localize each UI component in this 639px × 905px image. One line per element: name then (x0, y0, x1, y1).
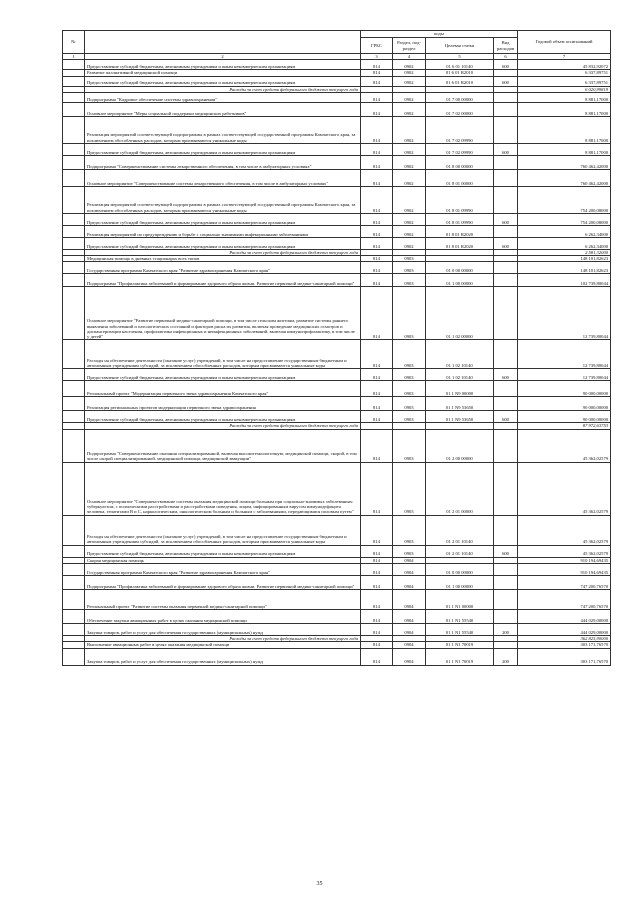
row-name-cell: Подпрограмма "Совершенствование оказания специализированной, включая высокотехнологичную, медицинской помощи, скорой, в том числе скорой специализированной, медицинской помощи, медицинской эвакуации" (85, 429, 361, 462)
row-grbs-cell: 814 (361, 116, 393, 143)
row-section-cell: 0902 (393, 143, 426, 155)
row-name-cell: Развитие паллиативной медицинской помощи (85, 70, 361, 76)
row-name-cell: Расходы за счет средств федерального бюджета текущего года (85, 249, 361, 255)
row-no-cell (63, 576, 85, 590)
row-exp-type-cell (494, 576, 518, 590)
table-row (63, 225, 611, 237)
row-exp-type-cell (494, 397, 518, 411)
row-exp-type-cell (494, 610, 518, 624)
row-grbs-cell: 814 (361, 60, 393, 70)
row-target-cell: 01 2 01 10140 (426, 515, 494, 545)
row-target-cell: 01 1 N9 53650 (426, 411, 494, 423)
row-exp-type-cell (494, 429, 518, 462)
row-no-cell (63, 381, 85, 397)
row-amount-cell: 747 200,76570 (518, 576, 611, 590)
row-target-cell: 01 1 N9 00000 (426, 381, 494, 397)
row-grbs-cell: 814 (361, 648, 393, 665)
row-grbs-cell: 814 (361, 76, 393, 86)
row-target-cell: 01 2 01 10140 (426, 545, 494, 557)
row-exp-type-cell: 200 (494, 648, 518, 665)
row-name-cell: Предоставление субсидий бюджетным, автономным учреждениям и иным некоммерческим организациям (85, 237, 361, 249)
row-exp-type-cell (494, 274, 518, 287)
row-exp-type-cell: 600 (494, 60, 518, 70)
row-no-cell (63, 213, 85, 225)
table-row (63, 397, 611, 411)
header-no: № (63, 31, 85, 54)
row-amount-cell: 45 362,02579 (518, 429, 611, 462)
table-row (63, 648, 611, 665)
row-grbs-cell: 814 (361, 381, 393, 397)
row-name-cell: Выполнение авиационных работ в целях оказания медицинской помощи (85, 642, 361, 648)
row-name-cell: Закупка товаров, работ и услуг для обеспечения государственных (муниципальных) нужд (85, 648, 361, 665)
row-exp-type-cell: 600 (494, 369, 518, 381)
row-section-cell: 0903 (393, 369, 426, 381)
row-no-cell (63, 274, 85, 287)
row-grbs-cell: 814 (361, 70, 393, 76)
row-grbs-cell: 814 (361, 411, 393, 423)
row-no-cell (63, 287, 85, 340)
row-no-cell (63, 92, 85, 102)
row-target-cell: 01 2 00 00000 (426, 429, 494, 462)
row-target-cell: 01 8 01 R2020 (426, 237, 494, 249)
row-target-cell: 01 1 N1 55540 (426, 624, 494, 636)
row-name-cell: Расходы за счет средств федерального бюджета текущего года (85, 86, 361, 92)
row-section-cell: 0902 (393, 102, 426, 116)
table-row (63, 576, 611, 590)
row-exp-type-cell (494, 340, 518, 369)
row-target-cell: 01 6 01 R2010 (426, 70, 494, 76)
table-row (63, 590, 611, 610)
table-row (63, 186, 611, 213)
header-num: 2 (85, 54, 361, 60)
row-amount-cell: 8 881,17000 (518, 92, 611, 102)
table-row (63, 287, 611, 340)
row-amount-cell: 90 000,00000 (518, 381, 611, 397)
row-name-cell: Предоставление субсидий бюджетным, автономным учреждениям и иным некоммерческим организациям (85, 76, 361, 86)
table-row (63, 169, 611, 186)
row-no-cell (63, 397, 85, 411)
row-name-cell: Основное мероприятие "Совершенствование системы лекарственного обеспечения, в том числе в амбулаторных условиях" (85, 169, 361, 186)
row-grbs-cell: 814 (361, 274, 393, 287)
row-no-cell (63, 545, 85, 557)
row-section-cell: 0903 (393, 545, 426, 557)
row-exp-type-cell (494, 462, 518, 515)
row-amount-cell: 12 739,80044 (518, 369, 611, 381)
row-target-cell: 01 1 N1 00000 (426, 590, 494, 610)
table-row (63, 462, 611, 515)
row-name-cell: Предоставление субсидий бюджетным, автономным учреждениям и иным некоммерческим организациям (85, 411, 361, 423)
row-exp-type-cell (494, 225, 518, 237)
row-target-cell: 01 7 00 00000 (426, 92, 494, 102)
row-exp-type-cell (494, 186, 518, 213)
row-grbs-cell: 814 (361, 576, 393, 590)
row-exp-type-cell: 600 (494, 411, 518, 423)
row-grbs-cell: 814 (361, 429, 393, 462)
header-num: 7 (518, 54, 611, 60)
table-row (63, 545, 611, 557)
header-name (85, 31, 361, 54)
row-target-cell: 01 8 01 09990 (426, 186, 494, 213)
row-amount-cell: 148 101,82623 (518, 256, 611, 262)
header-grbs: ГРБС (361, 38, 393, 54)
row-name-cell: Предоставление субсидий бюджетным, автономным учреждениям и иным некоммерческим организациям (85, 369, 361, 381)
row-target-cell: 01 1 N1 70019 (426, 642, 494, 648)
row-target-cell: 01 1 N1 70019 (426, 648, 494, 665)
row-target-cell: 01 0 00 00000 (426, 262, 494, 274)
header-num: 6 (494, 54, 518, 60)
row-section-cell: 0902 (393, 213, 426, 225)
row-no-cell (63, 411, 85, 423)
row-amount-cell: 303 171,76570 (518, 648, 611, 665)
row-amount-cell: 303 171,76570 (518, 642, 611, 648)
table-row (63, 340, 611, 369)
table-row (63, 60, 611, 70)
row-name-cell: Расходы за счет средств федерального бюджета текущего года (85, 636, 361, 642)
row-target-cell: 01 7 02 09990 (426, 143, 494, 155)
row-amount-cell: 102 739,80044 (518, 274, 611, 287)
row-grbs-cell: 814 (361, 642, 393, 648)
row-exp-type-cell: 200 (494, 624, 518, 636)
row-section-cell: 0904 (393, 576, 426, 590)
row-target-cell: 01 1 02 10140 (426, 340, 494, 369)
table-row (63, 411, 611, 423)
row-amount-cell: 45 362,02579 (518, 545, 611, 557)
row-grbs-cell: 814 (361, 92, 393, 102)
row-no-cell (63, 564, 85, 576)
row-target-cell: 01 7 02 00000 (426, 102, 494, 116)
row-no-cell (63, 340, 85, 369)
row-section-cell: 0904 (393, 610, 426, 624)
row-exp-type-cell (494, 590, 518, 610)
table-row (63, 116, 611, 143)
row-name-cell: Подпрограмма "Совершенствование системы лекарственного обеспечения, в том числе в амбулаторных условиях" (85, 155, 361, 169)
row-no-cell (63, 429, 85, 462)
row-grbs-cell: 814 (361, 397, 393, 411)
row-name-cell: Реализация мероприятий соответствующей подпрограммы в рамках соответствующей государственной программы Камчатского края, за исключением обособленных расходов, которым присваиваются уникальные коды (85, 186, 361, 213)
row-no-cell (63, 237, 85, 249)
row-section-cell: 0904 (393, 648, 426, 665)
row-amount-cell: 6 262,34000 (518, 225, 611, 237)
row-grbs-cell: 814 (361, 213, 393, 225)
row-grbs-cell: 814 (361, 515, 393, 545)
row-grbs-cell: 814 (361, 262, 393, 274)
row-amount-cell: 754 200,08000 (518, 213, 611, 225)
row-exp-type-cell (494, 564, 518, 576)
header-exp-type: Вид расходов (494, 38, 518, 54)
row-no-cell (63, 225, 85, 237)
row-exp-type-cell: 600 (494, 213, 518, 225)
row-target-cell: 01 0 00 00000 (426, 564, 494, 576)
row-section-cell: 0904 (393, 624, 426, 636)
row-target-cell: 01 1 00 00000 (426, 576, 494, 590)
row-grbs-cell: 814 (361, 624, 393, 636)
row-name-cell: Основное мероприятие "Меры социальной поддержки медицинских работников" (85, 102, 361, 116)
row-name-cell: Предоставление субсидий бюджетным, автономным учреждениям и иным некоммерческим организациям (85, 60, 361, 70)
row-amount-cell: 12 739,80044 (518, 287, 611, 340)
budget-table-sheet (62, 30, 610, 666)
table-row (63, 213, 611, 225)
row-section-cell: 0903 (393, 340, 426, 369)
row-amount-cell: 6 262,34000 (518, 237, 611, 249)
row-grbs-cell: 814 (361, 155, 393, 169)
row-name-cell: Подпрограмма "Кадровое обеспечение системы здравоохранения" (85, 92, 361, 102)
budget-table (62, 30, 611, 666)
row-target-cell: 01 6 01 10140 (426, 60, 494, 70)
row-exp-type-cell (494, 515, 518, 545)
row-name-cell: Расходы на обеспечение деятельности (оказание услуг) учреждений, в том числе на предоставление государственным бюджетным и автономным учреждениям субсидий, за исключением обособленных расходов, которым присваиваются уникальные коды (85, 340, 361, 369)
row-amount-cell: 45 362,02579 (518, 515, 611, 545)
row-section-cell: 0904 (393, 642, 426, 648)
table-row (63, 429, 611, 462)
row-section-cell: 0903 (393, 515, 426, 545)
row-name-cell: Предоставление субсидий бюджетным, автономным учреждениям и иным некоммерческим организациям (85, 143, 361, 155)
table-row (63, 515, 611, 545)
row-section-cell: 0904 (393, 590, 426, 610)
header-num: 4 (393, 54, 426, 60)
row-amount-cell: 444 029,00000 (518, 610, 611, 624)
row-grbs-cell: 814 (361, 610, 393, 624)
row-grbs-cell: 814 (361, 102, 393, 116)
row-exp-type-cell (494, 92, 518, 102)
table-body (63, 60, 611, 665)
row-section-cell: 0904 (393, 557, 426, 563)
row-name-cell: Скорая медицинская помощь (85, 557, 361, 563)
row-amount-cell: 90 000,00000 (518, 397, 611, 411)
row-no-cell (63, 369, 85, 381)
row-target-cell: 01 2 01 00000 (426, 462, 494, 515)
row-section-cell: 0903 (393, 287, 426, 340)
row-grbs-cell: 814 (361, 256, 393, 262)
row-grbs-cell: 814 (361, 143, 393, 155)
row-name-cell: Реализация мероприятий по предупреждению и борьбе с социально значимыми инфекционными заболеваниями (85, 225, 361, 237)
row-no-cell (63, 169, 85, 186)
row-name-cell: Основное мероприятие "Развитие первичной медико-санитарной помощи, в том числе сельским жителям, развитие системы раннего выявления заболеваний и патологических состояний и факторов риска их развития, включая проведение медицинских осмотров и диспансеризации населения, профилактика инфекционных и неинфекционных заболеваний, включая иммунопрофилактику, в том числе у детей" (85, 287, 361, 340)
row-section-cell: 0902 (393, 60, 426, 70)
row-no-cell (63, 610, 85, 624)
row-exp-type-cell: 600 (494, 76, 518, 86)
row-no-cell (63, 186, 85, 213)
row-target-cell: 01 8 00 00000 (426, 155, 494, 169)
row-amount-cell: 910 194,69435 (518, 564, 611, 576)
row-section-cell: 0904 (393, 564, 426, 576)
row-amount-cell: 2 581,32000 (518, 249, 611, 255)
row-exp-type-cell (494, 169, 518, 186)
row-amount-cell: 754 200,08000 (518, 186, 611, 213)
row-target-cell: 01 1 N1 55540 (426, 610, 494, 624)
row-grbs-cell: 814 (361, 225, 393, 237)
header-num: 1 (63, 54, 85, 60)
row-no-cell (63, 102, 85, 116)
row-section-cell: 0902 (393, 186, 426, 213)
header-target: Целевая статья (426, 38, 494, 54)
row-amount-cell: 444 029,00000 (518, 624, 611, 636)
row-name-cell: Основное мероприятие "Совершенствование системы оказания медицинской помощи больным при социально-значимых заболеваниях: туберкулезом, с психическими расстройствами и расстройствами поведения, лицам, инфицированным вирусом иммунодефицита человека, гепатитами B и C, наркологическим, онкологическим больным и больным с заболеваниями, передающимися половым путем" (85, 462, 361, 515)
row-name-cell: Предоставление субсидий бюджетным, автономным учреждениям и иным некоммерческим организациям (85, 213, 361, 225)
row-grbs-cell: 814 (361, 545, 393, 557)
row-section-cell: 0902 (393, 116, 426, 143)
header-section: Раздел, под-раздел (393, 38, 426, 54)
row-target-cell: 01 8 01 00000 (426, 169, 494, 186)
row-amount-cell: 760 462,42000 (518, 169, 611, 186)
row-exp-type-cell (494, 287, 518, 340)
row-section-cell: 0903 (393, 429, 426, 462)
row-grbs-cell: 814 (361, 186, 393, 213)
row-section-cell: 0903 (393, 397, 426, 411)
row-amount-cell: 8 881,17000 (518, 116, 611, 143)
row-amount-cell: 6 337,89751 (518, 70, 611, 76)
row-grbs-cell: 814 (361, 557, 393, 563)
row-name-cell: Расходы за счет средств федерального бюджета текущего года (85, 423, 361, 429)
row-target-cell: 01 8 01 09990 (426, 213, 494, 225)
row-section-cell: 0903 (393, 462, 426, 515)
page-number: 35 (316, 881, 323, 887)
row-amount-cell: 45 362,02579 (518, 462, 611, 515)
table-row (63, 76, 611, 86)
row-exp-type-cell: 600 (494, 545, 518, 557)
row-name-cell: Обеспечение закупки авиационных работ в целях оказания медицинской помощи (85, 610, 361, 624)
row-target-cell: 01 8 01 R2020 (426, 225, 494, 237)
row-target-cell: 01 1 00 00000 (426, 274, 494, 287)
row-target-cell: 01 1 02 00000 (426, 287, 494, 340)
table-row (63, 564, 611, 576)
row-no-cell (63, 155, 85, 169)
row-name-cell: Государственная программа Камчатского края "Развитие здравоохранения Камчатского края" (85, 262, 361, 274)
table-row (63, 102, 611, 116)
row-grbs-cell: 814 (361, 462, 393, 515)
row-no-cell (63, 262, 85, 274)
table-row (63, 92, 611, 102)
row-name-cell: Реализация региональных проектов модернизации первичного звена здравоохранения (85, 397, 361, 411)
row-section-cell: 0903 (393, 411, 426, 423)
header-amount: Годовой объем ассигнований (518, 31, 611, 54)
row-name-cell: Медицинская помощь в дневных стационарах всех типов (85, 256, 361, 262)
row-section-cell: 0902 (393, 155, 426, 169)
row-no-cell (63, 60, 85, 70)
row-no-cell (63, 116, 85, 143)
header-num: 5 (426, 54, 494, 60)
row-exp-type-cell (494, 381, 518, 397)
row-name-cell: Закупка товаров, работ и услуг для обеспечения государственных (муниципальных) нужд (85, 624, 361, 636)
row-section-cell: 0903 (393, 274, 426, 287)
row-grbs-cell: 814 (361, 564, 393, 576)
header-num: 3 (361, 54, 393, 60)
row-name-cell: Расходы на обеспечение деятельности (оказание услуг) учреждений, в том числе на предоставление государственным бюджетным и автономным учреждениям субсидий, за исключением обособленных расходов, которым присваиваются уникальные коды (85, 515, 361, 545)
table-row (63, 262, 611, 274)
row-amount-cell: 8 881,17000 (518, 143, 611, 155)
table-row (63, 237, 611, 249)
row-amount-cell: 747 200,76570 (518, 590, 611, 610)
row-grbs-cell: 814 (361, 169, 393, 186)
row-no-cell (63, 143, 85, 155)
row-amount-cell: 910 194,69435 (518, 557, 611, 563)
row-no-cell (63, 648, 85, 665)
row-amount-cell: 45 832,92072 (518, 60, 611, 70)
table-row (63, 155, 611, 169)
table-row (63, 369, 611, 381)
row-grbs-cell: 814 (361, 369, 393, 381)
row-grbs-cell: 814 (361, 287, 393, 340)
row-section-cell: 0902 (393, 237, 426, 249)
row-no-cell (63, 462, 85, 515)
row-section-cell: 0902 (393, 92, 426, 102)
row-exp-type-cell (494, 155, 518, 169)
row-section-cell: 0903 (393, 381, 426, 397)
row-exp-type-cell: 600 (494, 237, 518, 249)
row-exp-type-cell: 600 (494, 143, 518, 155)
row-amount-cell: 760 462,42000 (518, 155, 611, 169)
header-codes: коды (361, 31, 518, 38)
row-target-cell: 01 7 02 09990 (426, 116, 494, 143)
row-section-cell: 0902 (393, 70, 426, 76)
row-amount-cell: 362 825,90000 (518, 636, 611, 642)
row-target-cell: 01 6 01 R2010 (426, 76, 494, 86)
row-name-cell: Государственная программа Камчатского края "Развитие здравоохранения Камчатского края" (85, 564, 361, 576)
row-no-cell (63, 624, 85, 636)
row-no-cell (63, 76, 85, 86)
row-amount-cell: 148 101,82623 (518, 262, 611, 274)
row-target-cell: 01 1 02 10140 (426, 369, 494, 381)
row-exp-type-cell (494, 116, 518, 143)
row-target-cell: 01 1 N9 53650 (426, 397, 494, 411)
row-grbs-cell: 814 (361, 340, 393, 369)
row-exp-type-cell (494, 262, 518, 274)
row-grbs-cell: 814 (361, 590, 393, 610)
row-name-cell: Предоставление субсидий бюджетным, автономным учреждениям и иным некоммерческим организациям (85, 545, 361, 557)
row-section-cell: 0902 (393, 169, 426, 186)
row-name-cell: Региональный проект "Развитие системы оказания первичной медико-санитарной помощи" (85, 590, 361, 610)
row-section-cell: 0902 (393, 76, 426, 86)
row-no-cell (63, 515, 85, 545)
row-grbs-cell: 814 (361, 237, 393, 249)
row-amount-cell: 6 020,99819 (518, 86, 611, 92)
row-section-cell: 0903 (393, 262, 426, 274)
table-row (63, 381, 611, 397)
row-amount-cell: 8 881,17000 (518, 102, 611, 116)
table-row (63, 274, 611, 287)
row-name-cell: Подпрограмма "Профилактика заболеваний и формирование здорового образа жизни. Развитие первичной медико-санитарной помощи" (85, 274, 361, 287)
row-section-cell: 0903 (393, 256, 426, 262)
row-amount-cell: 6 337,89751 (518, 76, 611, 86)
row-amount-cell: 87 972,63753 (518, 423, 611, 429)
row-section-cell: 0902 (393, 225, 426, 237)
table-row (63, 610, 611, 624)
table-row (63, 624, 611, 636)
row-no-cell (63, 590, 85, 610)
table-row (63, 143, 611, 155)
row-amount-cell: 12 739,80044 (518, 340, 611, 369)
row-amount-cell: 90 000,00000 (518, 411, 611, 423)
row-name-cell: Подпрограмма "Профилактика заболеваний и формирование здорового образа жизни. Развитие первичной медико-санитарной помощи" (85, 576, 361, 590)
row-name-cell: Региональный проект "Модернизация первичного звена здравоохранения Камчатского края" (85, 381, 361, 397)
row-name-cell: Реализация мероприятий соответствующей подпрограммы в рамках соответствующей государственной программы Камчатского края, за исключением обособленных расходов, которым присваиваются уникальные коды (85, 116, 361, 143)
row-exp-type-cell (494, 102, 518, 116)
